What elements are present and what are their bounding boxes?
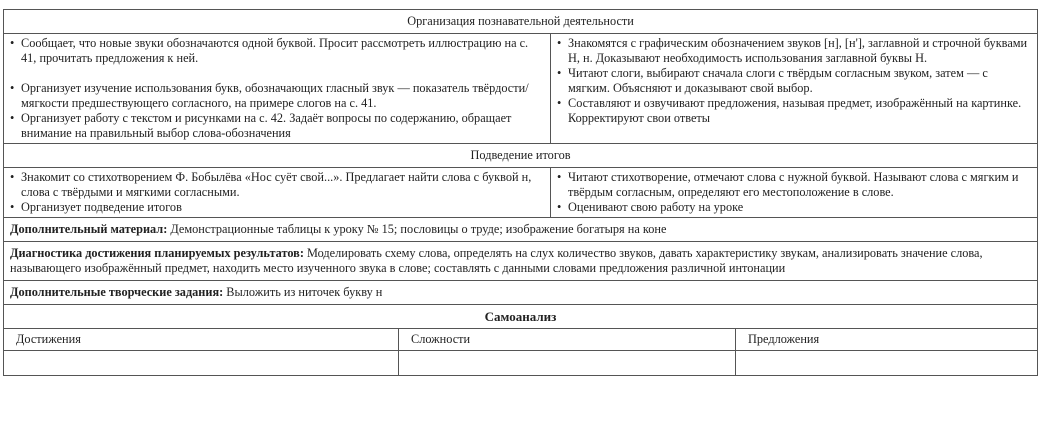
suggestions-entry-cell[interactable]	[736, 351, 1038, 376]
summary-header-row	[4, 144, 1038, 168]
teacher-activity-item: • Организует подведение итогов	[10, 200, 544, 215]
teacher-activity-item: • Организует работу с текстом и рисунками на с. 42. Задаёт вопросы по содержанию, обращает внимание на правильный выбор слова-обозначения	[10, 111, 544, 141]
organization-student-cell	[551, 34, 1038, 144]
student-activity-item: • Оценивают свою работу на уроке	[557, 200, 1031, 215]
lesson-plan-table	[3, 9, 1038, 376]
teacher-activity-item: • Знакомит со стихотворением Ф. Бобылёва «Нос суёт свой...». Предлагает найти слова с буквой н, слова с твёрдыми и мягкими согласными.	[10, 170, 544, 200]
creative-tasks-label: Дополнительные творческие задания:	[10, 285, 224, 299]
teacher-activity-item: • Организует изучение использования букв, обозначающих гласный звук — показатель твёрдости/мягкости предшествующего согласного, на примере слогов на с. 41.	[10, 81, 544, 111]
self-analysis-input-row	[4, 351, 1038, 376]
summary-content-row	[4, 168, 1038, 218]
diagnostics-cell	[4, 242, 1038, 281]
creative-tasks-cell	[4, 281, 1038, 305]
organization-header-row	[4, 10, 1038, 34]
difficulties-entry-cell[interactable]	[399, 351, 736, 376]
organization-teacher-cell	[4, 34, 551, 144]
achievements-column-header: Достижения	[4, 329, 399, 351]
additional-material-row	[4, 218, 1038, 242]
organization-content-row	[4, 34, 1038, 144]
creative-tasks-text: Выложить из ниточек букву н	[223, 285, 383, 299]
diagnostics-text: Моделировать схему слова, определять на слух количество звуков, давать характеристику звукам, анализировать значение слова, называющего изображённый предмет, находить место изученного звука в слове; составлять с данными словами предложения различной интонации	[10, 246, 983, 275]
self-analysis-title: Самоанализ	[4, 305, 1038, 329]
additional-material-text: Демонстрационные таблицы к уроку № 15; пословицы о труде; изображение богатыря на коне	[167, 222, 667, 236]
summary-student-cell	[551, 168, 1038, 218]
diagnostics-label: Диагностика достижения планируемых результатов:	[10, 246, 304, 260]
creative-tasks-row	[4, 281, 1038, 305]
organization-title: Организация познавательной деятельности	[4, 10, 1038, 34]
student-activity-item: • Составляют и озвучивают предложения, называя предмет, изображённый на картинке. Корректируют свои ответы	[557, 96, 1031, 126]
self-analysis-title-row	[4, 305, 1038, 329]
diagnostics-row	[4, 242, 1038, 281]
summary-teacher-cell	[4, 168, 551, 218]
summary-title: Подведение итогов	[4, 144, 1038, 168]
student-activity-item: • Читают стихотворение, отмечают слова с нужной буквой. Называют слова с мягким и твёрдым согласным, определяют его местоположение в слове.	[557, 170, 1031, 200]
suggestions-column-header: Предложения	[736, 329, 1038, 351]
teacher-activity-item: • Сообщает, что новые звуки обозначаются одной буквой. Просит рассмотреть иллюстрацию на с. 41, прочитать предложения к ней.	[10, 36, 544, 66]
self-analysis-header-row	[4, 329, 1038, 351]
additional-material-label: Дополнительный материал:	[10, 222, 168, 236]
achievements-entry-cell[interactable]	[4, 351, 399, 376]
student-activity-item: • Знакомятся с графическим обозначением звуков [н], [н'], заглавной и строчной буквами Н, н. Доказывают необходимость использования заглавной буквы Н.	[557, 36, 1031, 66]
difficulties-column-header: Сложности	[399, 329, 736, 351]
additional-material-cell	[4, 218, 1038, 242]
student-activity-item: • Читают слоги, выбирают сначала слоги с твёрдым согласным звуком, затем — с мягким. Объясняют и доказывают свой выбор.	[557, 66, 1031, 96]
